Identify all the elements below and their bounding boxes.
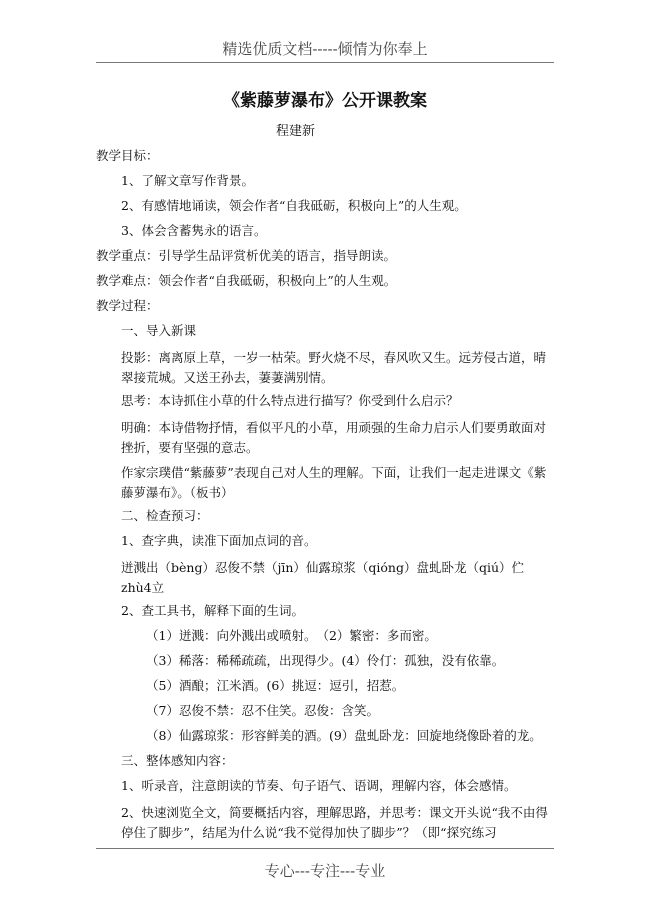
body-paragraph: 3、体会含蓄隽永的语言。 [121,223,267,238]
body-paragraph: （3）稀落：稀稀疏疏，出现得少。(4）伶仃：孤独，没有依靠。 [146,653,505,668]
body-paragraph: 教学目标： [96,148,159,163]
body-paragraph: 1、听录音，注意朗读的节奏、句子语气、语调，理解内容，体会感情。 [121,778,517,793]
page-footer: 专心---专注---专业 [264,862,386,880]
body-paragraph: 2、快速浏览全文，简要概括内容，理解思路，并思考：课文开头说“我不由得停住了脚步”，结尾为什么说“我不觉得加快了脚步”？（即“探究练习 [121,805,548,840]
page-header: 精选优质文档-----倾情为你奉上 [222,40,428,58]
body-paragraph: 教学难点：领会作者“自我砥砺，积极向上”的人生观。 [96,273,397,288]
body-paragraph: 明确：本诗借物抒情，看似平凡的小草，用顽强的生命力启示人们要勇敢面对挫折，要有坚强的意志。 [121,420,547,455]
body-paragraph: 2、查工具书，解释下面的生词。 [121,603,304,618]
body-paragraph: （8）仙露琼浆：形容鲜美的酒。(9）盘虬卧龙：回旋地绕像卧着的龙。 [146,728,542,743]
document-body [96,148,554,848]
body-paragraph: 作家宗璞借“紫藤萝”表现自己对人生的理解。下面，让我们一起走进课文《紫藤萝瀑布》。（板书） [121,465,547,500]
body-paragraph: 二、检查预习： [121,508,209,523]
header-divider [96,62,554,63]
body-paragraph: 思考：本诗抓住小草的什么特点进行描写？你受到什么启示？ [121,393,459,408]
body-paragraph: 投影：离离原上草，一岁一枯荣。野火烧不尽，春风吹又生。远芳侵古道，晴翠接荒城。又送王孙去，萋萋满别情。 [121,350,547,385]
body-paragraph: （1）迸溅：向外溅出或喷射。 （2）繁密：多而密。 [146,628,437,643]
author-name: 程建新 [276,124,316,139]
body-paragraph: 2、有感情地诵读，领会作者“自我砥砺，积极向上”的人生观。 [121,198,467,213]
body-paragraph: 1、查字典，读准下面加点词的音。 [121,533,317,548]
body-paragraph: 教学过程： [96,298,159,313]
body-paragraph: 一、导入新课 [121,323,197,338]
body-paragraph: 三、整体感知内容： [121,753,234,768]
document-title: 《紫藤萝瀑布》公开课教案 [223,91,427,111]
footer-divider [96,848,554,849]
body-paragraph: 教学重点：引导学生品评赏析优美的语言，指导朗读。 [96,248,397,263]
body-paragraph: （7）忍俊不禁：忍不住笑。忍俊：含笑。 [146,703,379,718]
body-paragraph: （5）酒酿；江米酒。(6）挑逗：逗引，招惹。 [146,678,405,693]
body-paragraph: 1、了解文章写作背景。 [121,173,254,188]
body-paragraph: 迸溅出（bèng）忍俊不禁（jīn）仙露琼浆（qióng）盘虬卧龙（qiú）伫 zhù4立 [121,560,525,595]
